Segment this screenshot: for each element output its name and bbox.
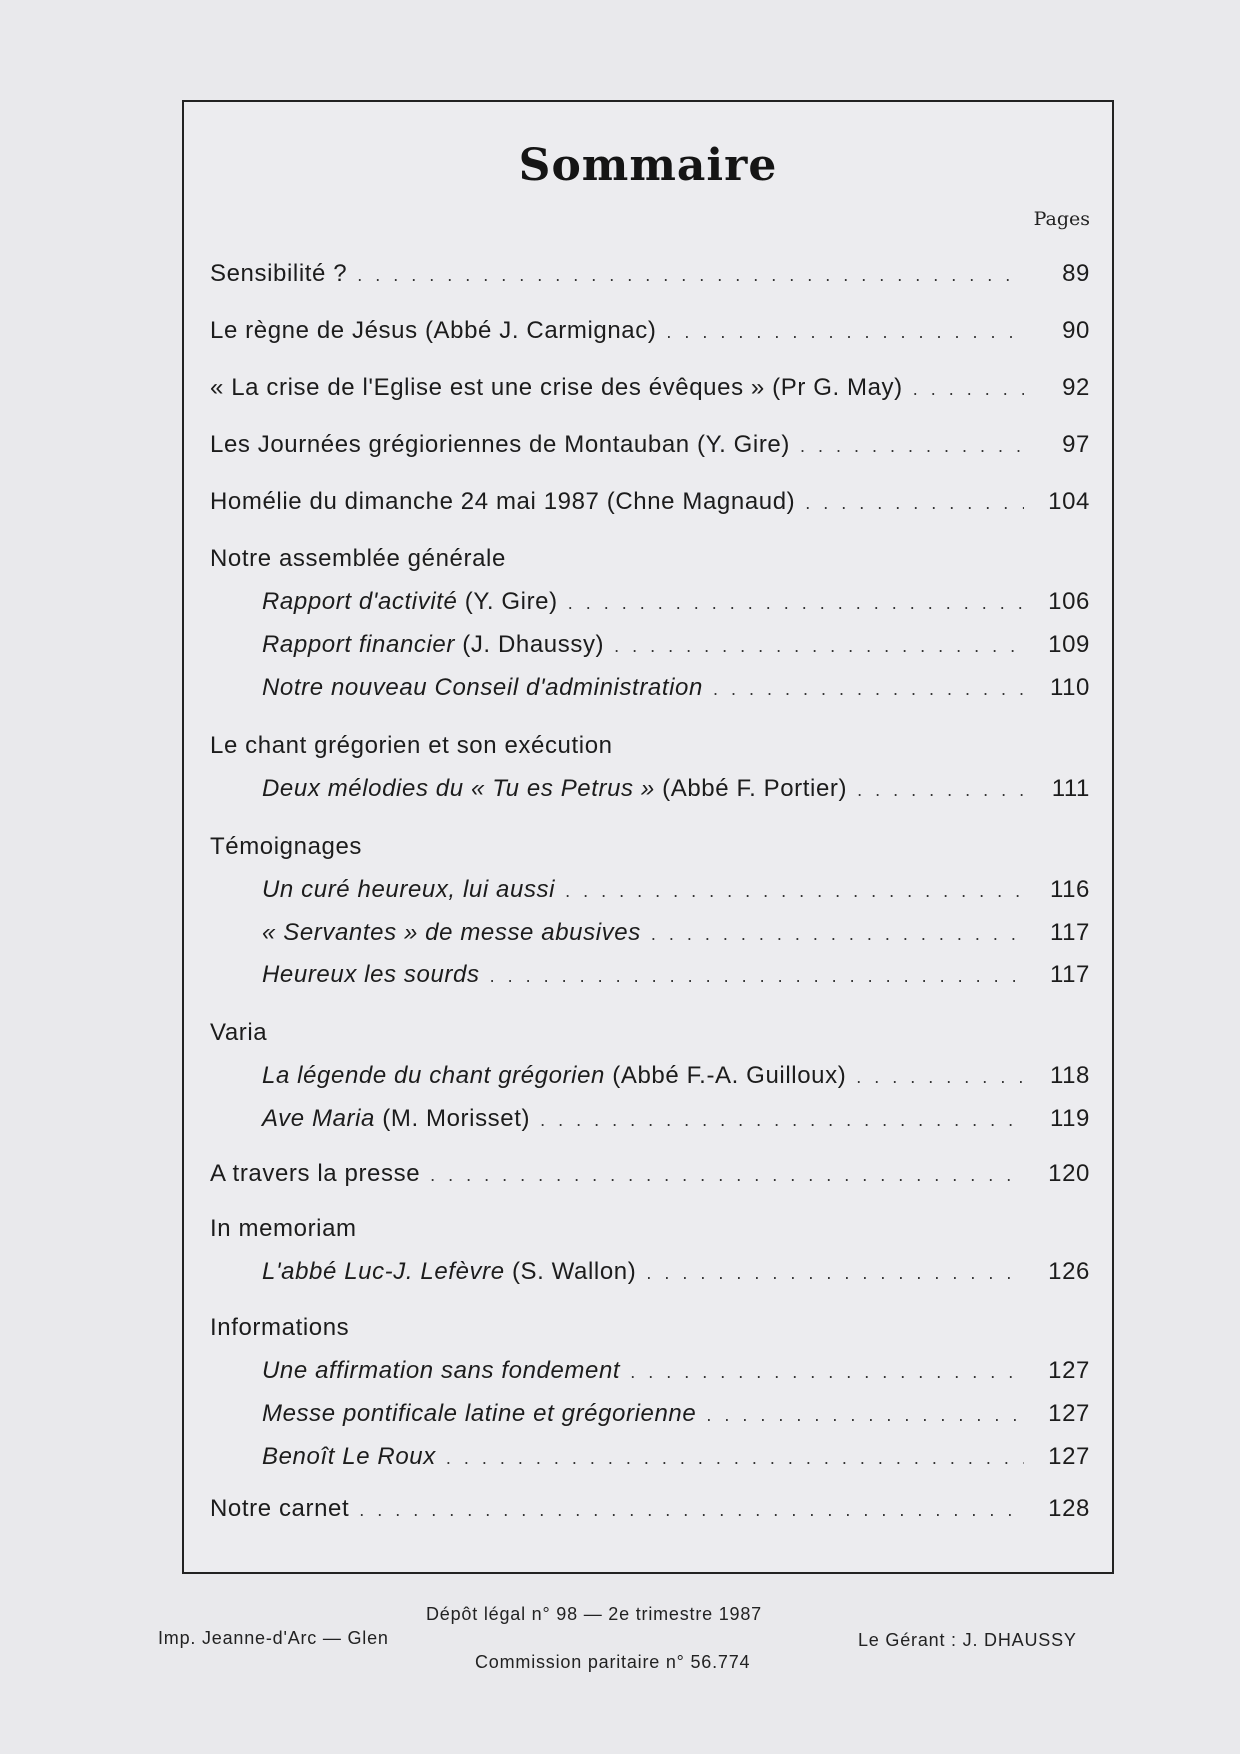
toc-subentry — [210, 775, 1090, 807]
toc-subentry-author: (Y. Gire) — [457, 588, 558, 615]
leader-dots — [357, 265, 1024, 286]
toc-entry-page: 109 — [1048, 631, 1090, 658]
toc-entry-title: Le règne de Jésus (Abbé J. Carmignac) — [210, 317, 657, 344]
leader-dots — [805, 493, 1024, 514]
leader-dots — [800, 436, 1024, 457]
leader-dots — [913, 379, 1024, 400]
toc-subentry-title: Messe pontificale latine et grégorienne — [262, 1400, 697, 1427]
toc-subentry — [210, 876, 1090, 908]
toc-section-heading — [210, 545, 1090, 577]
leader-dots — [359, 1500, 1024, 1521]
toc-subentry — [210, 1105, 1090, 1137]
toc-section-title: Notre assemblée générale — [210, 545, 506, 572]
toc-entry-page: 111 — [1051, 775, 1090, 802]
toc-entry-page: 92 — [1062, 374, 1090, 401]
leader-dots — [651, 924, 1024, 945]
toc-entry-page: 104 — [1048, 488, 1090, 515]
toc-subentry — [210, 961, 1090, 993]
toc-entry — [210, 488, 1090, 520]
toc-entry-page: 127 — [1048, 1443, 1090, 1470]
toc-subentry — [210, 1443, 1090, 1475]
toc-subentry-title: Benoît Le Roux — [262, 1443, 436, 1470]
toc-subentry-title: Deux mélodies du « Tu es Petrus » — [262, 775, 655, 802]
commission-paritaire: Commission paritaire n° 56.774 — [475, 1652, 751, 1672]
toc-entry-page: 97 — [1062, 431, 1090, 458]
toc-entry-page: 90 — [1062, 317, 1090, 344]
toc-section-heading — [210, 1019, 1090, 1051]
toc-entry — [210, 260, 1090, 292]
toc-entry — [210, 317, 1090, 349]
leader-dots — [630, 1362, 1024, 1383]
toc-subentry — [210, 631, 1090, 663]
printer-credit: Imp. Jeanne-d'Arc — Glen — [158, 1628, 389, 1648]
toc-subentry-title: L'abbé Luc-J. Lefèvre — [262, 1258, 505, 1285]
toc-subentry-author: (Abbé F. Portier) — [654, 775, 848, 802]
leader-dots — [568, 593, 1024, 614]
toc-subentry-title: La légende du chant grégorien — [262, 1062, 605, 1089]
toc-subentry — [210, 1258, 1090, 1290]
toc-subentry-title: « Servantes » de messe abusives — [262, 919, 641, 946]
leader-dots — [856, 1067, 1024, 1088]
leader-dots — [446, 1448, 1024, 1469]
contents-frame — [182, 100, 1114, 1574]
toc-subentry — [210, 588, 1090, 620]
toc-entry-page: 127 — [1048, 1357, 1090, 1384]
toc-entry — [210, 1160, 1090, 1192]
leader-dots — [430, 1165, 1024, 1186]
toc-entry-page: 126 — [1048, 1258, 1090, 1285]
toc-subentry-title: Heureux les sourds — [262, 961, 480, 988]
pages-column-label: Pages — [1033, 208, 1090, 230]
toc-subentry-title: Une affirmation sans fondement — [262, 1357, 621, 1384]
toc-entry-title: Homélie du dimanche 24 mai 1987 (Chne Magnaud) — [210, 488, 796, 515]
toc-subentry-title: Un curé heureux, lui aussi — [262, 876, 556, 903]
toc-entry-title: Sensibilité ? — [210, 260, 348, 287]
toc-entry — [210, 431, 1090, 463]
toc-subentry-title: Ave Maria — [262, 1105, 376, 1132]
toc-entry-title: Notre carnet — [210, 1495, 350, 1522]
manager-credit: Le Gérant : J. DHAUSSY — [858, 1630, 1077, 1650]
toc-subentry — [210, 1400, 1090, 1432]
leader-dots — [857, 780, 1024, 801]
toc-subentry-author: (Abbé F.-A. Guilloux) — [605, 1062, 847, 1089]
toc-section-heading — [210, 1215, 1090, 1247]
toc-section-title: Informations — [210, 1314, 350, 1341]
toc-entry-title: Les Journées grégioriennes de Montauban (Y. Gire) — [210, 431, 790, 458]
toc-entry-page: 106 — [1048, 588, 1090, 615]
toc-subentry — [210, 1357, 1090, 1389]
toc-section-heading — [210, 1314, 1090, 1346]
toc-entry-title: A travers la presse — [210, 1160, 421, 1187]
toc-subentry — [210, 1062, 1090, 1094]
toc-entry-page: 128 — [1048, 1495, 1090, 1522]
depot-legal: Dépôt légal n° 98 — 2e trimestre 1987 — [426, 1604, 762, 1624]
leader-dots — [713, 679, 1024, 700]
toc-entry-page: 118 — [1049, 1062, 1090, 1089]
leader-dots — [706, 1405, 1024, 1426]
leader-dots — [490, 966, 1024, 987]
toc-section-title: Le chant grégorien et son exécution — [210, 732, 613, 759]
toc-entry-page: 120 — [1048, 1160, 1090, 1187]
toc-entry-page: 127 — [1048, 1400, 1090, 1427]
toc-entry-title: « La crise de l'Eglise est une crise des évêques » (Pr G. May) — [210, 374, 903, 401]
toc-section-title: In memoriam — [210, 1215, 357, 1242]
toc-section-heading — [210, 732, 1090, 764]
toc-subentry — [210, 674, 1090, 706]
toc-subentry-title: Notre nouveau Conseil d'administration — [262, 674, 703, 701]
toc-entry-page: 89 — [1062, 260, 1090, 287]
toc-section-title: Témoignages — [210, 833, 363, 860]
toc-entry-page: 116 — [1049, 876, 1090, 903]
toc-entry-page: 117 — [1049, 961, 1090, 988]
toc-entry — [210, 1495, 1090, 1527]
toc-entry-page: 117 — [1049, 919, 1090, 946]
toc-subentry — [210, 919, 1090, 951]
toc-subentry-title: Rapport d'activité — [262, 588, 458, 615]
leader-dots — [540, 1110, 1024, 1131]
toc-section-heading — [210, 833, 1090, 865]
toc-subentry-author: (J. Dhaussy) — [454, 631, 605, 658]
toc-section-title: Varia — [210, 1019, 268, 1046]
leader-dots — [646, 1263, 1024, 1284]
leader-dots — [565, 881, 1024, 902]
leader-dots — [666, 322, 1024, 343]
toc-entry — [210, 374, 1090, 406]
page-title: Sommaire — [518, 140, 778, 191]
toc-entry-page: 119 — [1049, 1105, 1090, 1132]
toc-entry-page: 110 — [1049, 674, 1090, 701]
toc-subentry-author: (S. Wallon) — [504, 1258, 637, 1285]
toc-subentry-title: Rapport financier — [262, 631, 455, 658]
toc-subentry-author: (M. Morisset) — [375, 1105, 531, 1132]
leader-dots — [614, 636, 1024, 657]
